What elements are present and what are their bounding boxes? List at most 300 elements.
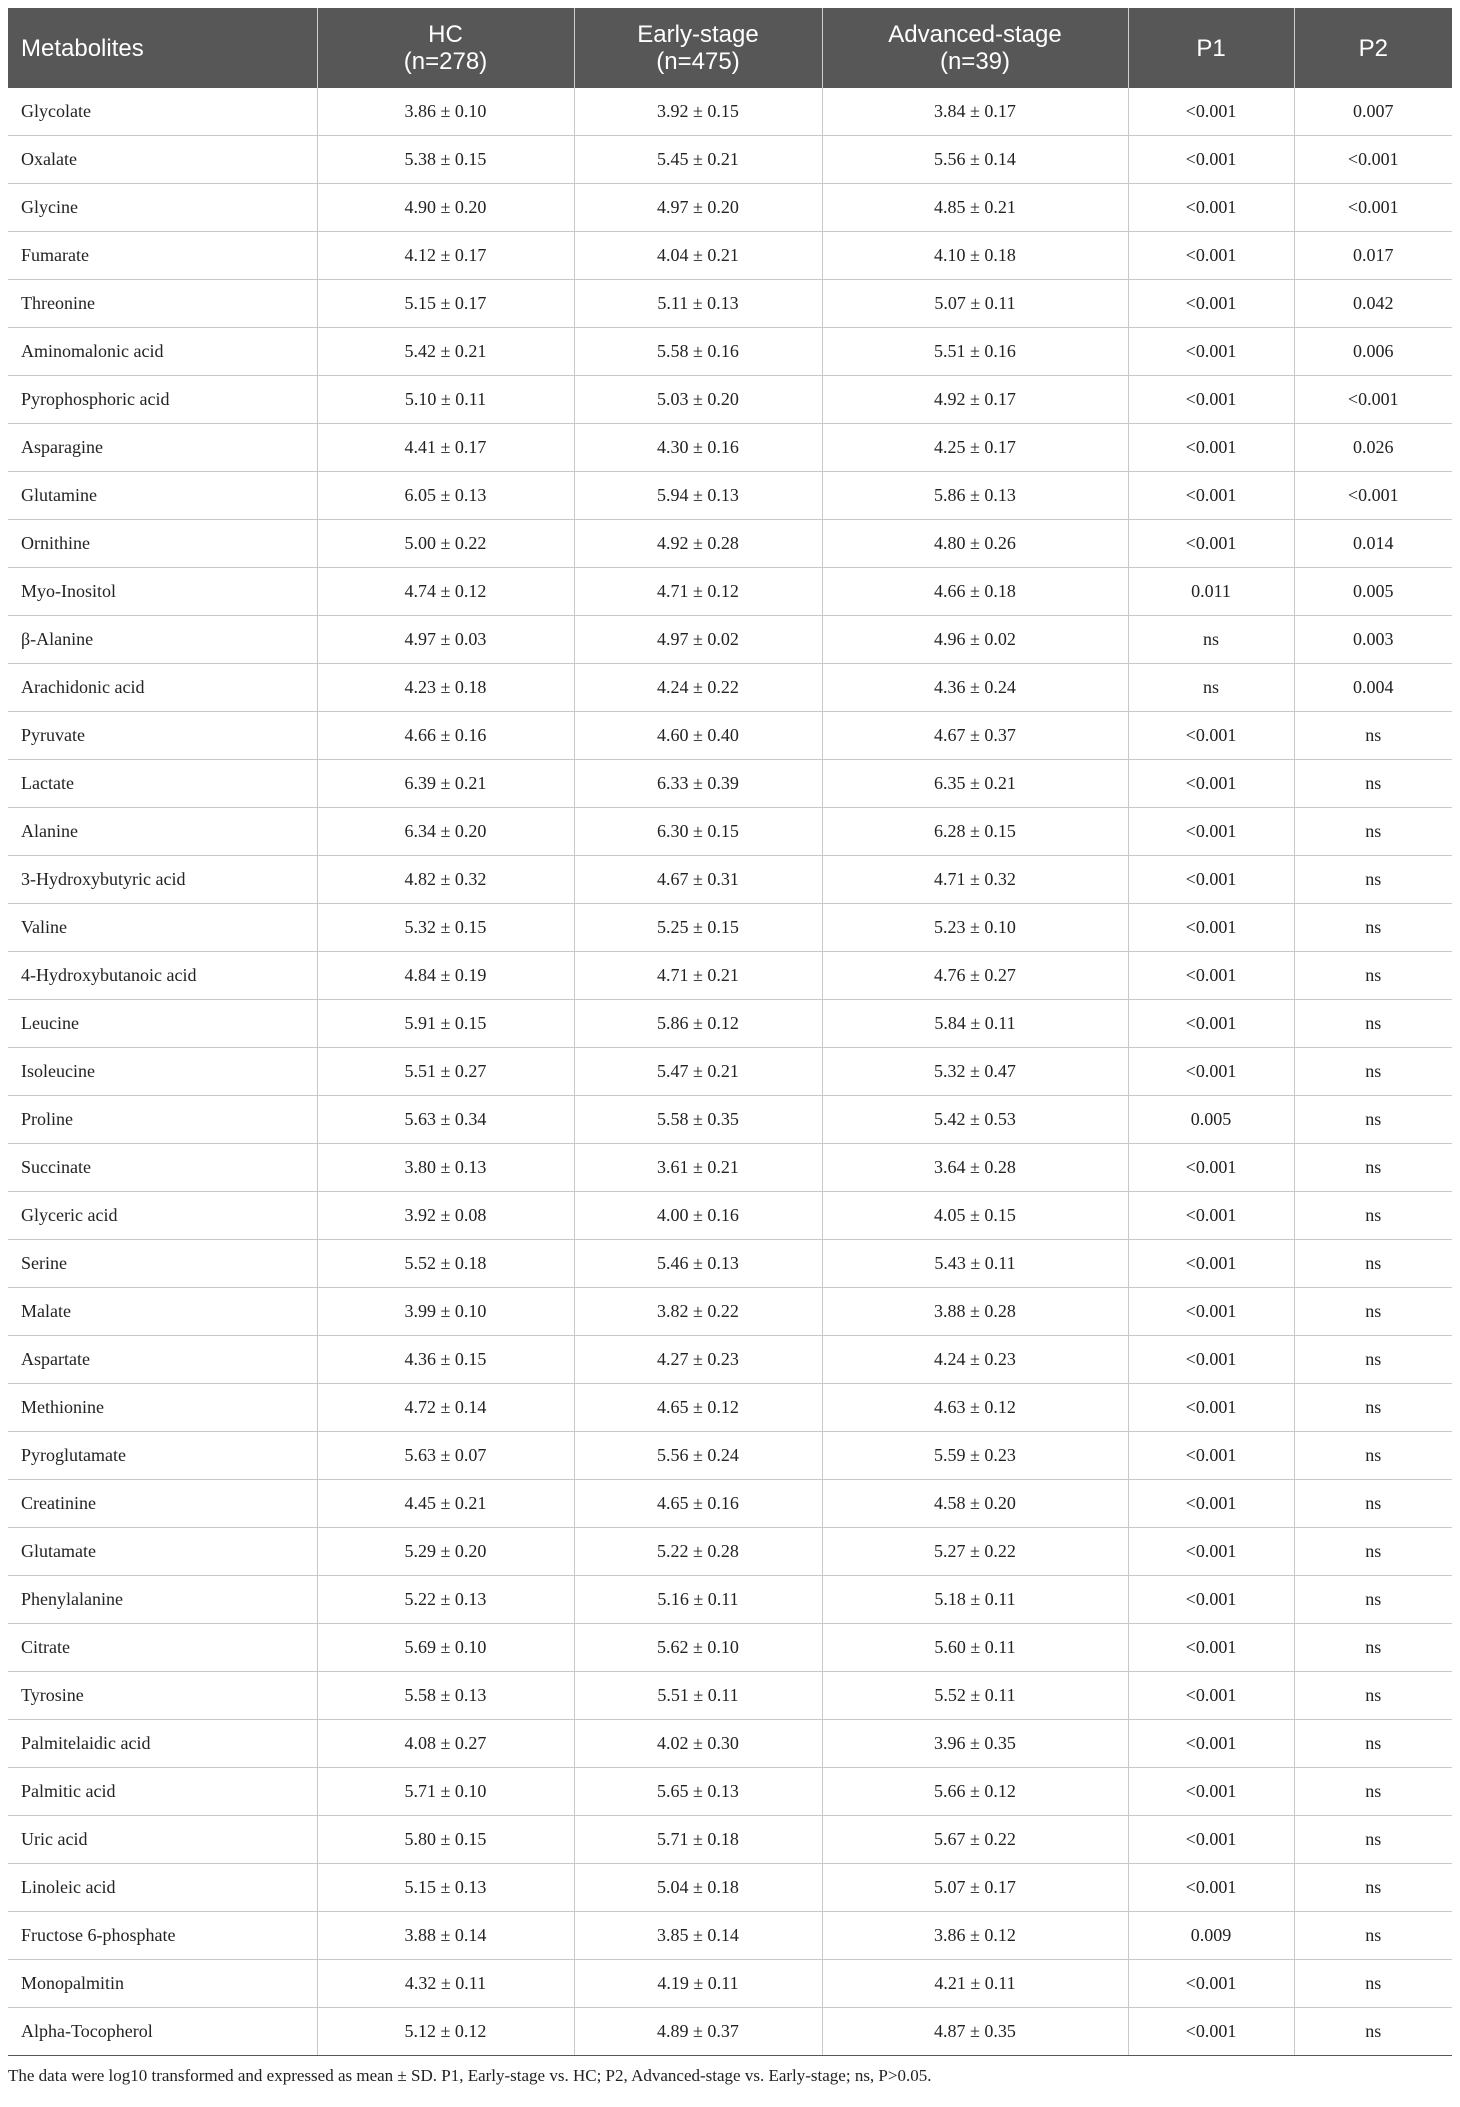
metabolite-name-cell: Aminomalonic acid xyxy=(8,328,317,376)
p2-value-cell: ns xyxy=(1294,808,1452,856)
advanced-stage-value-cell: 5.59 ± 0.23 xyxy=(822,1432,1128,1480)
hc-value-cell: 4.90 ± 0.20 xyxy=(317,184,574,232)
p2-value-cell: ns xyxy=(1294,712,1452,760)
header-sublabel: (n=475) xyxy=(656,48,740,75)
metabolite-name-cell: 3-Hydroxybutyric acid xyxy=(8,856,317,904)
early-stage-value-cell: 4.65 ± 0.12 xyxy=(574,1384,822,1432)
p1-value-cell: <0.001 xyxy=(1128,2008,1294,2056)
p2-value-cell: 0.006 xyxy=(1294,328,1452,376)
p2-value-cell: ns xyxy=(1294,952,1452,1000)
metabolite-name-cell: Fructose 6-phosphate xyxy=(8,1912,317,1960)
early-stage-value-cell: 4.71 ± 0.21 xyxy=(574,952,822,1000)
table-row xyxy=(8,1672,1452,1720)
table-row xyxy=(8,568,1452,616)
early-stage-value-cell: 5.47 ± 0.21 xyxy=(574,1048,822,1096)
table-row xyxy=(8,1960,1452,2008)
p2-value-cell: ns xyxy=(1294,1096,1452,1144)
p2-value-cell: ns xyxy=(1294,1624,1452,1672)
table-row xyxy=(8,1768,1452,1816)
p1-value-cell: <0.001 xyxy=(1128,1192,1294,1240)
early-stage-value-cell: 4.27 ± 0.23 xyxy=(574,1336,822,1384)
hc-value-cell: 3.99 ± 0.10 xyxy=(317,1288,574,1336)
p2-value-cell: 0.005 xyxy=(1294,568,1452,616)
p1-value-cell: ns xyxy=(1128,616,1294,664)
hc-value-cell: 4.82 ± 0.32 xyxy=(317,856,574,904)
advanced-stage-value-cell: 6.28 ± 0.15 xyxy=(822,808,1128,856)
p1-value-cell: <0.001 xyxy=(1128,1384,1294,1432)
early-stage-value-cell: 5.16 ± 0.11 xyxy=(574,1576,822,1624)
table-row xyxy=(8,1096,1452,1144)
hc-value-cell: 3.92 ± 0.08 xyxy=(317,1192,574,1240)
table-footnote: The data were log10 transformed and expressed as mean ± SD. P1, Early-stage vs. HC; P2, Advanced-stage vs. Early-stage; ns, P>0.05. xyxy=(8,2066,932,2085)
metabolite-name-cell: Fumarate xyxy=(8,232,317,280)
p2-value-cell: 0.014 xyxy=(1294,520,1452,568)
metabolite-name-cell: β-Alanine xyxy=(8,616,317,664)
metabolite-name-cell: Oxalate xyxy=(8,136,317,184)
table-row xyxy=(8,616,1452,664)
p1-value-cell: <0.001 xyxy=(1128,1576,1294,1624)
advanced-stage-value-cell: 4.67 ± 0.37 xyxy=(822,712,1128,760)
advanced-stage-value-cell: 5.52 ± 0.11 xyxy=(822,1672,1128,1720)
hc-value-cell: 4.12 ± 0.17 xyxy=(317,232,574,280)
early-stage-value-cell: 5.94 ± 0.13 xyxy=(574,472,822,520)
table-row xyxy=(8,1864,1452,1912)
metabolite-name-cell: Myo-Inositol xyxy=(8,568,317,616)
table-row xyxy=(8,1048,1452,1096)
advanced-stage-value-cell: 5.07 ± 0.11 xyxy=(822,280,1128,328)
p1-header xyxy=(1128,8,1294,88)
metabolite-name-cell: Palmitelaidic acid xyxy=(8,1720,317,1768)
advanced-stage-header xyxy=(822,8,1128,88)
hc-value-cell: 6.34 ± 0.20 xyxy=(317,808,574,856)
advanced-stage-value-cell: 4.05 ± 0.15 xyxy=(822,1192,1128,1240)
p2-value-cell: <0.001 xyxy=(1294,184,1452,232)
early-stage-value-cell: 4.19 ± 0.11 xyxy=(574,1960,822,2008)
hc-value-cell: 5.12 ± 0.12 xyxy=(317,2008,574,2056)
p1-value-cell: <0.001 xyxy=(1128,136,1294,184)
p1-value-cell: 0.009 xyxy=(1128,1912,1294,1960)
p2-value-cell: <0.001 xyxy=(1294,136,1452,184)
early-stage-value-cell: 4.65 ± 0.16 xyxy=(574,1480,822,1528)
early-stage-value-cell: 4.60 ± 0.40 xyxy=(574,712,822,760)
p1-value-cell: <0.001 xyxy=(1128,1432,1294,1480)
table-row xyxy=(8,136,1452,184)
early-stage-value-cell: 5.03 ± 0.20 xyxy=(574,376,822,424)
table-row xyxy=(8,184,1452,232)
p1-value-cell: <0.001 xyxy=(1128,1048,1294,1096)
table-row xyxy=(8,1288,1452,1336)
early-stage-value-cell: 4.97 ± 0.20 xyxy=(574,184,822,232)
hc-value-cell: 5.91 ± 0.15 xyxy=(317,1000,574,1048)
hc-value-cell: 4.32 ± 0.11 xyxy=(317,1960,574,2008)
p1-value-cell: <0.001 xyxy=(1128,376,1294,424)
p2-value-cell: ns xyxy=(1294,1672,1452,1720)
p2-value-cell: ns xyxy=(1294,1912,1452,1960)
table-row xyxy=(8,952,1452,1000)
table-row xyxy=(8,1336,1452,1384)
p1-value-cell: <0.001 xyxy=(1128,88,1294,136)
p2-value-cell: <0.001 xyxy=(1294,472,1452,520)
early-stage-value-cell: 3.92 ± 0.15 xyxy=(574,88,822,136)
hc-value-cell: 5.38 ± 0.15 xyxy=(317,136,574,184)
metabolite-name-cell: Succinate xyxy=(8,1144,317,1192)
advanced-stage-value-cell: 5.86 ± 0.13 xyxy=(822,472,1128,520)
table-row xyxy=(8,280,1452,328)
advanced-stage-value-cell: 4.36 ± 0.24 xyxy=(822,664,1128,712)
p2-value-cell: ns xyxy=(1294,1768,1452,1816)
p1-value-cell: 0.005 xyxy=(1128,1096,1294,1144)
early-stage-value-cell: 6.33 ± 0.39 xyxy=(574,760,822,808)
advanced-stage-value-cell: 4.87 ± 0.35 xyxy=(822,2008,1128,2056)
p2-header xyxy=(1294,8,1452,88)
p2-value-cell: 0.026 xyxy=(1294,424,1452,472)
hc-value-cell: 5.63 ± 0.07 xyxy=(317,1432,574,1480)
advanced-stage-value-cell: 3.96 ± 0.35 xyxy=(822,1720,1128,1768)
hc-value-cell: 4.72 ± 0.14 xyxy=(317,1384,574,1432)
header-label: HC xyxy=(428,21,463,48)
metabolite-name-cell: Serine xyxy=(8,1240,317,1288)
early-stage-value-cell: 5.22 ± 0.28 xyxy=(574,1528,822,1576)
metabolite-name-cell: Proline xyxy=(8,1096,317,1144)
advanced-stage-value-cell: 5.56 ± 0.14 xyxy=(822,136,1128,184)
advanced-stage-value-cell: 4.76 ± 0.27 xyxy=(822,952,1128,1000)
metabolite-name-cell: Linoleic acid xyxy=(8,1864,317,1912)
table-row xyxy=(8,1384,1452,1432)
metabolite-name-cell: Alpha-Tocopherol xyxy=(8,2008,317,2056)
table-row xyxy=(8,1816,1452,1864)
advanced-stage-value-cell: 5.51 ± 0.16 xyxy=(822,328,1128,376)
early-stage-value-cell: 5.51 ± 0.11 xyxy=(574,1672,822,1720)
table-row xyxy=(8,520,1452,568)
advanced-stage-value-cell: 5.67 ± 0.22 xyxy=(822,1816,1128,1864)
advanced-stage-value-cell: 4.96 ± 0.02 xyxy=(822,616,1128,664)
p1-value-cell: <0.001 xyxy=(1128,328,1294,376)
p2-value-cell: ns xyxy=(1294,1240,1452,1288)
metabolite-name-cell: Ornithine xyxy=(8,520,317,568)
hc-value-cell: 4.97 ± 0.03 xyxy=(317,616,574,664)
hc-value-cell: 4.74 ± 0.12 xyxy=(317,568,574,616)
metabolite-name-cell: Lactate xyxy=(8,760,317,808)
advanced-stage-value-cell: 5.66 ± 0.12 xyxy=(822,1768,1128,1816)
p2-value-cell: ns xyxy=(1294,856,1452,904)
p2-value-cell: ns xyxy=(1294,1384,1452,1432)
p1-value-cell: <0.001 xyxy=(1128,1000,1294,1048)
advanced-stage-value-cell: 4.71 ± 0.32 xyxy=(822,856,1128,904)
hc-value-cell: 4.41 ± 0.17 xyxy=(317,424,574,472)
advanced-stage-value-cell: 4.24 ± 0.23 xyxy=(822,1336,1128,1384)
p1-value-cell: <0.001 xyxy=(1128,760,1294,808)
hc-value-cell: 5.80 ± 0.15 xyxy=(317,1816,574,1864)
p1-value-cell: <0.001 xyxy=(1128,1528,1294,1576)
table-row xyxy=(8,904,1452,952)
hc-value-cell: 5.58 ± 0.13 xyxy=(317,1672,574,1720)
table-row xyxy=(8,1912,1452,1960)
table-row xyxy=(8,856,1452,904)
advanced-stage-value-cell: 5.32 ± 0.47 xyxy=(822,1048,1128,1096)
metabolite-name-cell: Glycine xyxy=(8,184,317,232)
early-stage-value-cell: 4.89 ± 0.37 xyxy=(574,2008,822,2056)
p2-value-cell: ns xyxy=(1294,1816,1452,1864)
early-stage-value-cell: 4.02 ± 0.30 xyxy=(574,1720,822,1768)
hc-value-cell: 4.45 ± 0.21 xyxy=(317,1480,574,1528)
metabolite-name-cell: Threonine xyxy=(8,280,317,328)
table-row xyxy=(8,1432,1452,1480)
header-label: Advanced-stage xyxy=(888,21,1062,48)
p1-value-cell: <0.001 xyxy=(1128,520,1294,568)
hc-value-cell: 5.10 ± 0.11 xyxy=(317,376,574,424)
advanced-stage-value-cell: 3.84 ± 0.17 xyxy=(822,88,1128,136)
metabolite-name-cell: 4-Hydroxybutanoic acid xyxy=(8,952,317,1000)
advanced-stage-value-cell: 5.07 ± 0.17 xyxy=(822,1864,1128,1912)
p1-value-cell: <0.001 xyxy=(1128,856,1294,904)
hc-value-cell: 5.15 ± 0.13 xyxy=(317,1864,574,1912)
p1-value-cell: <0.001 xyxy=(1128,1624,1294,1672)
p1-value-cell: <0.001 xyxy=(1128,280,1294,328)
early-stage-value-cell: 5.71 ± 0.18 xyxy=(574,1816,822,1864)
p1-value-cell: <0.001 xyxy=(1128,1144,1294,1192)
table-row xyxy=(8,1000,1452,1048)
p2-value-cell: ns xyxy=(1294,760,1452,808)
metabolite-name-cell: Malate xyxy=(8,1288,317,1336)
early-stage-value-cell: 4.00 ± 0.16 xyxy=(574,1192,822,1240)
advanced-stage-value-cell: 3.64 ± 0.28 xyxy=(822,1144,1128,1192)
metabolite-name-cell: Methionine xyxy=(8,1384,317,1432)
early-stage-value-cell: 4.67 ± 0.31 xyxy=(574,856,822,904)
advanced-stage-value-cell: 4.58 ± 0.20 xyxy=(822,1480,1128,1528)
p2-value-cell: ns xyxy=(1294,1336,1452,1384)
hc-value-cell: 5.52 ± 0.18 xyxy=(317,1240,574,1288)
table-body xyxy=(8,88,1452,2056)
advanced-stage-value-cell: 4.63 ± 0.12 xyxy=(822,1384,1128,1432)
metabolite-name-cell: Arachidonic acid xyxy=(8,664,317,712)
advanced-stage-value-cell: 5.84 ± 0.11 xyxy=(822,1000,1128,1048)
p2-value-cell: ns xyxy=(1294,2008,1452,2056)
hc-value-cell: 5.22 ± 0.13 xyxy=(317,1576,574,1624)
header-sublabel: (n=39) xyxy=(939,48,1011,75)
early-stage-value-cell: 4.24 ± 0.22 xyxy=(574,664,822,712)
early-stage-value-cell: 4.30 ± 0.16 xyxy=(574,424,822,472)
metabolite-name-cell: Pyruvate xyxy=(8,712,317,760)
table-row xyxy=(8,1480,1452,1528)
p1-value-cell: <0.001 xyxy=(1128,1816,1294,1864)
advanced-stage-value-cell: 4.80 ± 0.26 xyxy=(822,520,1128,568)
early-stage-value-cell: 5.46 ± 0.13 xyxy=(574,1240,822,1288)
p2-value-cell: 0.017 xyxy=(1294,232,1452,280)
advanced-stage-value-cell: 5.23 ± 0.10 xyxy=(822,904,1128,952)
early-stage-value-cell: 4.04 ± 0.21 xyxy=(574,232,822,280)
metabolite-name-cell: Glutamate xyxy=(8,1528,317,1576)
advanced-stage-value-cell: 5.18 ± 0.11 xyxy=(822,1576,1128,1624)
p2-value-cell: ns xyxy=(1294,1144,1452,1192)
metabolite-name-cell: Pyroglutamate xyxy=(8,1432,317,1480)
p2-value-cell: 0.042 xyxy=(1294,280,1452,328)
metabolite-name-cell: Pyrophosphoric acid xyxy=(8,376,317,424)
early-stage-value-cell: 5.86 ± 0.12 xyxy=(574,1000,822,1048)
metabolite-name-cell: Palmitic acid xyxy=(8,1768,317,1816)
p1-value-cell: <0.001 xyxy=(1128,1336,1294,1384)
p2-value-cell: ns xyxy=(1294,904,1452,952)
metabolite-name-cell: Leucine xyxy=(8,1000,317,1048)
hc-value-cell: 4.84 ± 0.19 xyxy=(317,952,574,1000)
advanced-stage-value-cell: 3.86 ± 0.12 xyxy=(822,1912,1128,1960)
metabolites-table xyxy=(8,8,1452,2056)
metabolite-name-cell: Tyrosine xyxy=(8,1672,317,1720)
p2-value-cell: 0.004 xyxy=(1294,664,1452,712)
metabolites-header xyxy=(8,8,317,88)
early-stage-value-cell: 4.71 ± 0.12 xyxy=(574,568,822,616)
hc-value-cell: 5.51 ± 0.27 xyxy=(317,1048,574,1096)
advanced-stage-value-cell: 4.85 ± 0.21 xyxy=(822,184,1128,232)
p1-value-cell: <0.001 xyxy=(1128,232,1294,280)
metabolite-name-cell: Creatinine xyxy=(8,1480,317,1528)
table-row xyxy=(8,472,1452,520)
table-row xyxy=(8,760,1452,808)
advanced-stage-value-cell: 5.43 ± 0.11 xyxy=(822,1240,1128,1288)
p1-value-cell: 0.011 xyxy=(1128,568,1294,616)
hc-value-cell: 5.71 ± 0.10 xyxy=(317,1768,574,1816)
table-row xyxy=(8,808,1452,856)
table-row xyxy=(8,664,1452,712)
early-stage-value-cell: 4.92 ± 0.28 xyxy=(574,520,822,568)
advanced-stage-value-cell: 4.66 ± 0.18 xyxy=(822,568,1128,616)
advanced-stage-value-cell: 4.25 ± 0.17 xyxy=(822,424,1128,472)
early-stage-value-cell: 5.58 ± 0.35 xyxy=(574,1096,822,1144)
p2-value-cell: ns xyxy=(1294,1864,1452,1912)
early-stage-value-cell: 5.65 ± 0.13 xyxy=(574,1768,822,1816)
header-label: P2 xyxy=(1358,34,1388,62)
header-label: Early-stage xyxy=(637,21,759,48)
advanced-stage-value-cell: 4.92 ± 0.17 xyxy=(822,376,1128,424)
table-container xyxy=(8,8,1452,2086)
table-row xyxy=(8,1528,1452,1576)
p1-value-cell: <0.001 xyxy=(1128,1240,1294,1288)
p2-value-cell: ns xyxy=(1294,1192,1452,1240)
metabolite-name-cell: Citrate xyxy=(8,1624,317,1672)
table-row xyxy=(8,1240,1452,1288)
hc-header xyxy=(317,8,574,88)
p1-value-cell: <0.001 xyxy=(1128,712,1294,760)
p2-value-cell: ns xyxy=(1294,1576,1452,1624)
early-stage-value-cell: 5.62 ± 0.10 xyxy=(574,1624,822,1672)
hc-value-cell: 5.15 ± 0.17 xyxy=(317,280,574,328)
table-header xyxy=(8,8,1452,88)
table-row xyxy=(8,376,1452,424)
early-stage-value-cell: 5.58 ± 0.16 xyxy=(574,328,822,376)
table-row xyxy=(8,1144,1452,1192)
metabolite-name-cell: Aspartate xyxy=(8,1336,317,1384)
hc-value-cell: 5.42 ± 0.21 xyxy=(317,328,574,376)
hc-value-cell: 5.69 ± 0.10 xyxy=(317,1624,574,1672)
hc-value-cell: 5.29 ± 0.20 xyxy=(317,1528,574,1576)
p1-value-cell: <0.001 xyxy=(1128,1672,1294,1720)
table-row xyxy=(8,88,1452,136)
p1-value-cell: <0.001 xyxy=(1128,1864,1294,1912)
advanced-stage-value-cell: 5.27 ± 0.22 xyxy=(822,1528,1128,1576)
p1-value-cell: <0.001 xyxy=(1128,424,1294,472)
p2-value-cell: ns xyxy=(1294,1432,1452,1480)
metabolite-name-cell: Isoleucine xyxy=(8,1048,317,1096)
hc-value-cell: 3.86 ± 0.10 xyxy=(317,88,574,136)
header-row xyxy=(8,8,1452,88)
hc-value-cell: 4.08 ± 0.27 xyxy=(317,1720,574,1768)
hc-value-cell: 6.39 ± 0.21 xyxy=(317,760,574,808)
advanced-stage-value-cell: 4.21 ± 0.11 xyxy=(822,1960,1128,2008)
metabolite-name-cell: Uric acid xyxy=(8,1816,317,1864)
early-stage-value-cell: 5.45 ± 0.21 xyxy=(574,136,822,184)
metabolite-name-cell: Phenylalanine xyxy=(8,1576,317,1624)
header-label: P1 xyxy=(1196,34,1226,62)
metabolite-name-cell: Valine xyxy=(8,904,317,952)
p1-value-cell: <0.001 xyxy=(1128,184,1294,232)
table-row xyxy=(8,1720,1452,1768)
metabolite-name-cell: Glutamine xyxy=(8,472,317,520)
p1-value-cell: <0.001 xyxy=(1128,472,1294,520)
table-row xyxy=(8,232,1452,280)
hc-value-cell: 5.32 ± 0.15 xyxy=(317,904,574,952)
header-sublabel: (n=278) xyxy=(403,48,488,75)
metabolite-name-cell: Glyceric acid xyxy=(8,1192,317,1240)
p1-value-cell: <0.001 xyxy=(1128,1288,1294,1336)
early-stage-header xyxy=(574,8,822,88)
p2-value-cell: <0.001 xyxy=(1294,376,1452,424)
metabolite-name-cell: Asparagine xyxy=(8,424,317,472)
hc-value-cell: 3.80 ± 0.13 xyxy=(317,1144,574,1192)
hc-value-cell: 4.23 ± 0.18 xyxy=(317,664,574,712)
p2-value-cell: ns xyxy=(1294,1960,1452,2008)
early-stage-value-cell: 3.82 ± 0.22 xyxy=(574,1288,822,1336)
advanced-stage-value-cell: 5.42 ± 0.53 xyxy=(822,1096,1128,1144)
p2-value-cell: 0.003 xyxy=(1294,616,1452,664)
p2-value-cell: ns xyxy=(1294,1048,1452,1096)
p2-value-cell: ns xyxy=(1294,1528,1452,1576)
metabolite-name-cell: Alanine xyxy=(8,808,317,856)
p2-value-cell: ns xyxy=(1294,1720,1452,1768)
early-stage-value-cell: 5.04 ± 0.18 xyxy=(574,1864,822,1912)
advanced-stage-value-cell: 4.10 ± 0.18 xyxy=(822,232,1128,280)
p2-value-cell: 0.007 xyxy=(1294,88,1452,136)
p2-value-cell: ns xyxy=(1294,1288,1452,1336)
table-row xyxy=(8,328,1452,376)
p2-value-cell: ns xyxy=(1294,1480,1452,1528)
advanced-stage-value-cell: 3.88 ± 0.28 xyxy=(822,1288,1128,1336)
metabolite-name-cell: Monopalmitin xyxy=(8,1960,317,2008)
early-stage-value-cell: 6.30 ± 0.15 xyxy=(574,808,822,856)
hc-value-cell: 4.36 ± 0.15 xyxy=(317,1336,574,1384)
early-stage-value-cell: 5.11 ± 0.13 xyxy=(574,280,822,328)
table-row xyxy=(8,1576,1452,1624)
hc-value-cell: 6.05 ± 0.13 xyxy=(317,472,574,520)
hc-value-cell: 5.00 ± 0.22 xyxy=(317,520,574,568)
early-stage-value-cell: 3.85 ± 0.14 xyxy=(574,1912,822,1960)
p1-value-cell: ns xyxy=(1128,664,1294,712)
table-row xyxy=(8,2008,1452,2056)
table-row xyxy=(8,1192,1452,1240)
advanced-stage-value-cell: 6.35 ± 0.21 xyxy=(822,760,1128,808)
metabolite-name-cell: Glycolate xyxy=(8,88,317,136)
p1-value-cell: <0.001 xyxy=(1128,952,1294,1000)
early-stage-value-cell: 3.61 ± 0.21 xyxy=(574,1144,822,1192)
p1-value-cell: <0.001 xyxy=(1128,1768,1294,1816)
table-row xyxy=(8,712,1452,760)
p2-value-cell: ns xyxy=(1294,1000,1452,1048)
advanced-stage-value-cell: 5.60 ± 0.11 xyxy=(822,1624,1128,1672)
p1-value-cell: <0.001 xyxy=(1128,1720,1294,1768)
early-stage-value-cell: 4.97 ± 0.02 xyxy=(574,616,822,664)
p1-value-cell: <0.001 xyxy=(1128,1960,1294,2008)
early-stage-value-cell: 5.56 ± 0.24 xyxy=(574,1432,822,1480)
early-stage-value-cell: 5.25 ± 0.15 xyxy=(574,904,822,952)
p1-value-cell: <0.001 xyxy=(1128,904,1294,952)
